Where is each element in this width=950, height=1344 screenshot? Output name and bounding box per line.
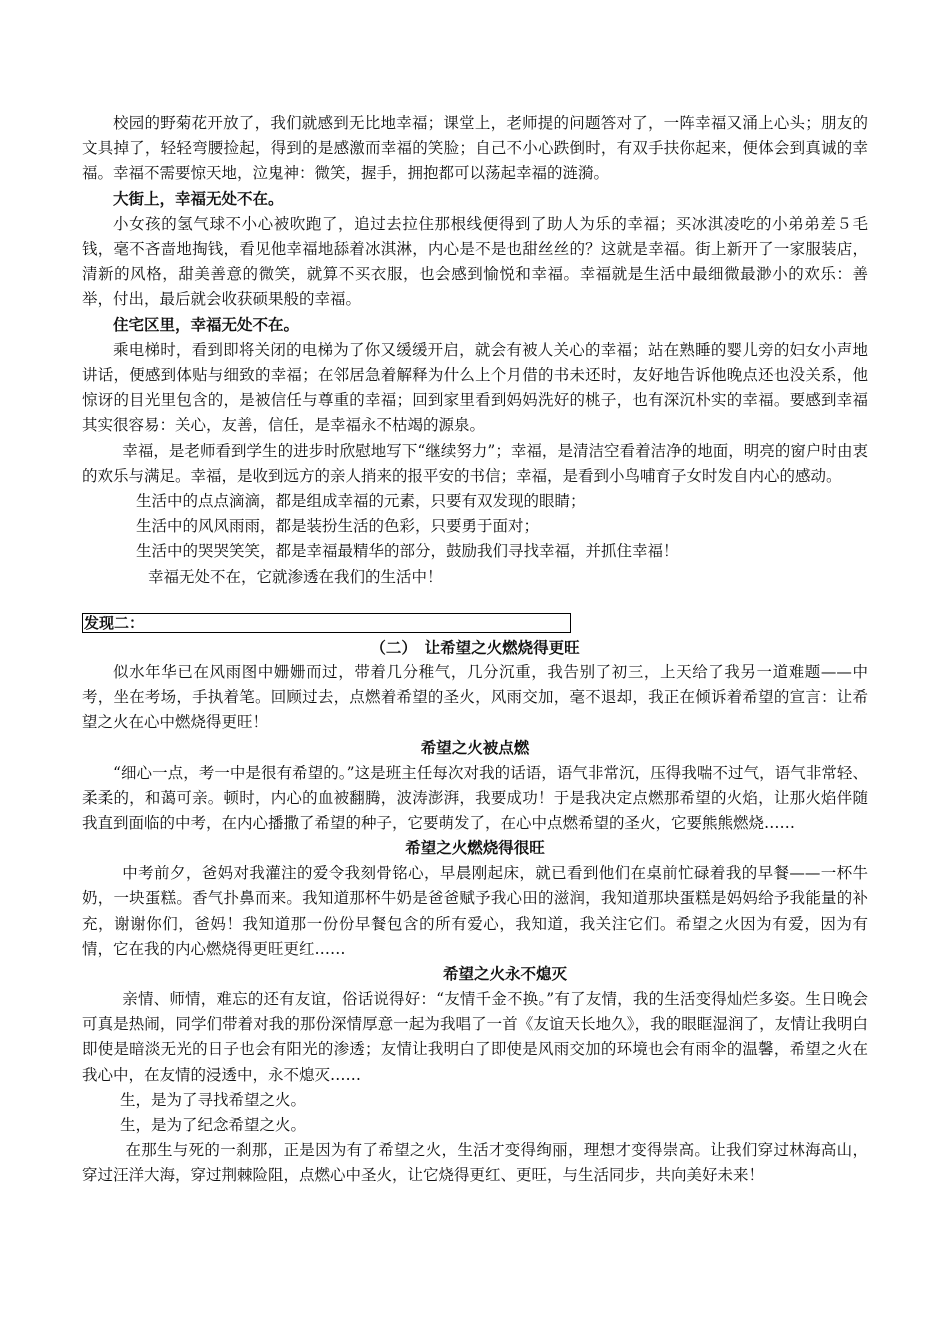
subheading: 希望之火被点燃 bbox=[420, 738, 530, 757]
subheading: 大街上，幸福无处不在。 bbox=[113, 189, 284, 208]
subheading: 希望之火燃烧得很旺 bbox=[405, 839, 545, 858]
paragraph: “细心一点，考一中是很有希望的。”这是班主任每次对我的话语，语气非常沉，压得我喘不过气，语气非常轻、柔柔的，和蔼可亲。顿时，内心的血被翻腾，波涛澎湃，我要成功！于是我决定点燃那希望的火焰，让那火焰伴随我直到面临的中考，在内心播撒了希望的种子，它要萌发了，在心中点燃希望的圣火，它要熊熊燃烧…… bbox=[82, 763, 868, 833]
paragraph: 乘电梯时，看到即将关闭的电梯为了你又缓缓开启，就会有被人关心的幸福；站在熟睡的婴儿旁的妇女小声地讲话，便感到体贴与细致的幸福；在邻居急着解释为什么上个月借的书未还时，友好地告诉他晚点还也没关系，他惊讶的目光里包含的，是被信任与尊重的幸福；回到家里看到妈妈洗好的桃子，也有深沉朴实的幸福。要感到幸福其实很容易：关心，友善，信任，是幸福永不枯竭的源泉。 bbox=[82, 340, 868, 435]
section-two bbox=[82, 660, 868, 1189]
paragraph: 幸福，是老师看到学生的进步时欣慰地写下“继续努力”；幸福，是清洁空看着洁净的地面，明亮的窗户时由衷的欢乐与满足。幸福，是收到远方的亲人捎来的报平安的书信；幸福，是看到小鸟哺育子女时发自内心的感动。 bbox=[82, 441, 868, 485]
verse-line: 生活中的点点滴滴，都是组成幸福的元素，只要有双发现的眼睛； bbox=[136, 492, 586, 511]
paragraph: 在那生与死的一刹那，正是因为有了希望之火，生活才变得绚丽，理想才变得崇高。让我们穿过林海高山，穿过汪洋大海，穿过荆棘险阻，点燃心中圣火，让它烧得更红、更旺，与生活同步，共向美好未来！ bbox=[82, 1141, 868, 1185]
section-two-title: （二） 让希望之火燃烧得更旺 bbox=[370, 639, 580, 657]
verse-line: 生活中的哭哭笑笑，都是幸福最精华的部分，鼓励我们寻找幸福，并抓住幸福！ bbox=[136, 542, 679, 561]
verse-line: 幸福无处不在，它就渗透在我们的生活中！ bbox=[148, 567, 443, 586]
paragraph: 中考前夕，爸妈对我灌注的爱令我刻骨铭心，早晨刚起床，就已看到他们在桌前忙碌着我的早餐——一杯牛奶，一块蛋糕。香气扑鼻而来。我知道那杯牛奶是爸爸赋予我心田的滋润，我知道那块蛋糕是妈妈给予我能量的补充，谢谢你们，爸妈！我知道那一份份早餐包含的所有爱心，我知道，我关注它们。希望之火因为有爱，因为有情，它在我的内心燃烧得更旺更红…… bbox=[82, 864, 868, 958]
verse-line: 生，是为了纪念希望之火。 bbox=[120, 1116, 307, 1135]
verse-line: 生活中的风风雨雨，都是装扮生活的色彩，只要勇于面对； bbox=[136, 517, 540, 536]
section-one bbox=[82, 111, 868, 590]
paragraph: 小女孩的氢气球不小心被吹跑了，追过去拉住那根线便得到了助人为乐的幸福；买冰淇凌吃的小弟弟差５毛钱，毫不吝啬地掏钱，看见他幸福地舔着冰淇淋，内心是不是也甜丝丝的？这就是幸福。街上新开了一家服装店，清新的风格，甜美善意的微笑，就算不买衣服，也会感到愉悦和幸福。幸福就是生活中最细微最渺小的欢乐：善举，付出，最后就会收获硕果般的幸福。 bbox=[82, 214, 868, 309]
paragraph: 校园的野菊花开放了，我们就感到无比地幸福；课堂上，老师提的问题答对了，一阵幸福又涌上心头；朋友的文具掉了，轻轻弯腰捡起，得到的是感激而幸福的笑脸；自己不小心跌倒时，有双手扶你起来，便体会到真诚的幸福。幸福不需要惊天地，泣鬼神：微笑，握手，拥抱都可以荡起幸福的涟漪。 bbox=[82, 114, 868, 183]
paragraph: 亲情、师情，难忘的还有友谊，俗话说得好：“友情千金不换。”有了友情，我的生活变得灿烂多姿。生日晚会可真是热闹，同学们带着对我的那份深情厚意一起为我唱了一首《友谊天长地久》，我的眼眶湿润了，友情让我明白即使是暗淡无光的日子也会有阳光的渗透；友情让我明白了即使是风雨交加的环境也会有雨伞的温馨，希望之火在我心中，在友情的浸透中，永不熄灭…… bbox=[82, 990, 868, 1084]
verse-line: 生，是为了寻找希望之火。 bbox=[120, 1090, 307, 1109]
subheading: 住宅区里，幸福无处不在。 bbox=[113, 315, 300, 334]
subheading: 希望之火永不熄灭 bbox=[442, 965, 567, 984]
paragraph: 似水年华已在风雨图中姗姗而过，带着几分稚气，几分沉重，我告别了初三，上天给了我另一道难题——中考，坐在考场，手执着笔。回顾过去，点燃着希望的圣火，风雨交加，毫不退却，我正在倾诉着希望的宣言：让希望之火在心中燃烧得更旺！ bbox=[82, 663, 868, 732]
found-two-label: 发现二： bbox=[82, 613, 571, 633]
